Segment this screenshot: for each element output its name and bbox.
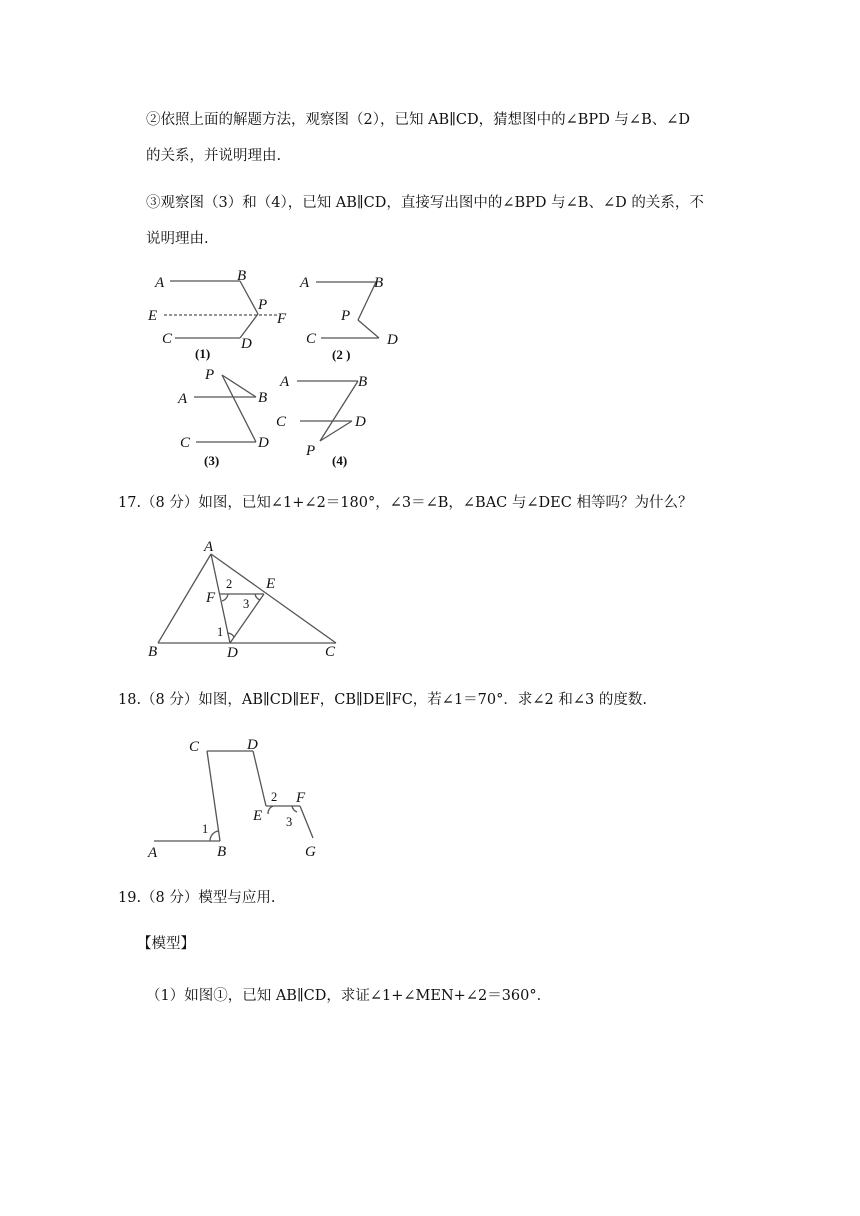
question-19: 19.（8 分）模型与应用. [118,890,276,906]
fig2-label-c: C [306,331,317,347]
fig3-label-c: C [180,435,191,451]
fig3-label-p: P [205,367,215,383]
fig2-label-d: D [387,332,398,348]
fig17-label-c: C [325,644,336,660]
question-17: 17.（8 分）如图，已知∠1+∠2＝180°，∠3＝∠B，∠BAC 与∠DEC 相等吗？为什么？ [118,495,693,511]
fig18-label-d: D [247,737,258,753]
figure-2 [296,262,406,367]
fig2-label-a: A [300,275,310,291]
fig18-label-b: B [217,844,227,860]
fig3-label-d: D [258,435,269,451]
fig1-label-d: D [241,336,252,352]
fig17-label-e: E [266,576,276,592]
fig4-label-d: D [355,414,366,430]
fig18-label-g: G [305,844,316,860]
fig1-label-e: E [148,308,158,324]
fig18-label-e: E [253,808,263,824]
fig3-label-b: B [258,390,268,406]
fig3-label-a: A [178,391,188,407]
figure-3 [172,365,282,470]
fig18-label-a: A [148,845,158,861]
fig17-label-b: B [148,644,158,660]
fig3-caption: (3) [204,453,220,468]
figure-17 [140,536,350,666]
fig18-angle-3: 3 [286,815,293,829]
figure-4 [272,365,382,470]
fig4-caption: (4) [332,453,348,468]
fig1-label-c: C [162,331,173,347]
fig18-angle-1: 1 [202,822,209,836]
fig4-label-c: C [276,414,287,430]
fig17-angle-2: 2 [226,577,233,591]
figure-1 [140,262,300,367]
fig17-angle-1: 1 [217,625,224,639]
fig4-label-b: B [358,374,368,390]
fig1-label-f: F [277,311,287,327]
q16-part2-line2: 的关系，并说明理由. [146,148,282,164]
fig17-angle-3: 3 [243,597,250,611]
fig2-caption: (2 ) [332,347,351,362]
fig17-label-f: F [206,590,216,606]
fig2-label-p: P [341,308,351,324]
fig18-angle-2: 2 [271,790,278,804]
fig2-label-b: B [374,275,384,291]
fig1-caption: (1) [195,346,211,361]
figure-18 [140,730,330,865]
fig17-label-d: D [227,645,238,661]
fig4-label-a: A [280,374,290,390]
fig18-label-f: F [296,790,306,806]
fig17-label-a: A [204,539,214,555]
fig4-label-p: P [306,443,316,459]
q16-part3-line2: 说明理由. [146,231,209,247]
q16-part2-line1: ②依照上面的解题方法，观察图（2），已知 AB∥CD，猜想图中的∠BPD 与∠B、∠D [146,112,691,128]
model-heading: 【模型】 [137,936,195,952]
fig18-label-c: C [189,739,200,755]
q16-part3-line1: ③观察图（3）和（4），已知 AB∥CD，直接写出图中的∠BPD 与∠B、∠D 的关系，不 [146,195,704,211]
fig1-label-p: P [258,297,268,313]
question-18: 18.（8 分）如图，AB∥CD∥EF，CB∥DE∥FC，若∠1＝70°．求∠2 和∠3 的度数. [118,692,647,708]
fig1-label-b: B [237,268,247,284]
fig1-label-a: A [155,275,165,291]
question-19-part1: （1）如图①，已知 AB∥CD，求证∠1+∠MEN+∠2＝360°． [146,988,552,1004]
